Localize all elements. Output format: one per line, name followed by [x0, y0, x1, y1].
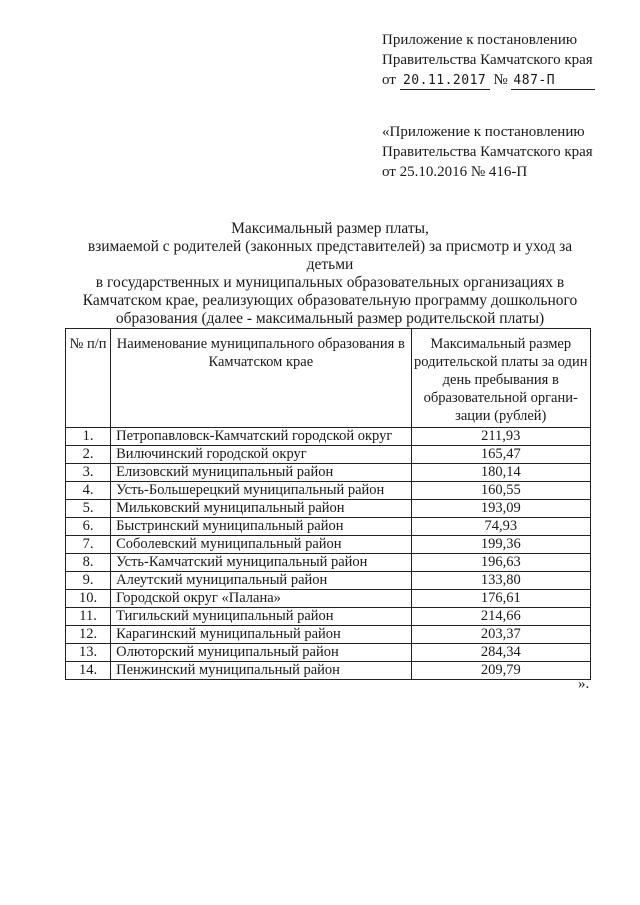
- appendix-line: Приложение к постановлению: [382, 32, 578, 48]
- table-row: [66, 518, 591, 536]
- row-number: 13.: [66, 644, 111, 662]
- table-row: [66, 644, 591, 662]
- appendix-line: от 25.10.2016 № 416-П: [382, 164, 528, 180]
- appendix-date-line: [382, 70, 632, 90]
- fee-value: 214,66: [411, 608, 591, 626]
- fee-value: 74,93: [411, 518, 591, 536]
- municipality-name: Мильковский муниципальный район: [111, 500, 411, 518]
- fee-value: 203,37: [411, 626, 591, 644]
- municipality-name: Тигильский муниципальный район: [111, 608, 411, 626]
- row-number: 8.: [66, 554, 111, 572]
- row-number: 4.: [66, 482, 111, 500]
- fee-value: 193,09: [411, 500, 591, 518]
- appendix-line: «Приложение к постановлению: [382, 124, 585, 140]
- table-row: [66, 626, 591, 644]
- table-row: [66, 554, 591, 572]
- fee-value: 180,14: [411, 464, 591, 482]
- from-label: от: [382, 72, 396, 88]
- header-municipality: Наименование муниципального образования в Камчатском крае: [111, 329, 411, 428]
- municipality-name: Карагинский муниципальный район: [111, 626, 411, 644]
- row-number: 7.: [66, 536, 111, 554]
- title-line: Камчатском крае, реализующих образовательную программу дошкольного: [82, 292, 578, 309]
- municipality-name: Усть-Камчатский муниципальный район: [111, 554, 411, 572]
- number-label: №: [493, 72, 508, 88]
- fee-value: 160,55: [411, 482, 591, 500]
- table-row: [66, 446, 591, 464]
- municipality-name: Усть-Большерецкий муниципальный район: [111, 482, 411, 500]
- fee-value: 165,47: [411, 446, 591, 464]
- appendix-line: Правительства Камчатского края: [382, 52, 593, 68]
- title-line: образования (далее - максимальный размер родительской платы): [115, 310, 545, 327]
- appendix-current-header: [382, 30, 632, 90]
- row-number: 14.: [66, 662, 111, 680]
- municipality-name: Елизовский муниципальный район: [111, 464, 411, 482]
- fee-value: 196,63: [411, 554, 591, 572]
- row-number: 12.: [66, 626, 111, 644]
- table-row: [66, 500, 591, 518]
- municipality-name: Городской округ «Палана»: [111, 590, 411, 608]
- row-number: 1.: [66, 428, 111, 446]
- municipality-name: Петропавловск-Камчатский городской округ: [111, 428, 411, 446]
- row-number: 11.: [66, 608, 111, 626]
- table-row: [66, 608, 591, 626]
- title-line: взимаемой с родителей (законных представителей) за присмотр и уход за детьми: [87, 238, 573, 273]
- table-header-row: [66, 329, 591, 428]
- row-number: 9.: [66, 572, 111, 590]
- table-row: [66, 572, 591, 590]
- document-title: [70, 220, 590, 328]
- table-row: [66, 590, 591, 608]
- municipality-name: Соболевский муниципальный район: [111, 536, 411, 554]
- fee-table: [65, 328, 591, 680]
- decree-number: 487-П: [511, 73, 595, 90]
- table-row: [66, 662, 591, 680]
- row-number: 2.: [66, 446, 111, 464]
- table-row: [66, 482, 591, 500]
- row-number: 5.: [66, 500, 111, 518]
- municipality-name: Алеутский муниципальный район: [111, 572, 411, 590]
- fee-value: 209,79: [411, 662, 591, 680]
- municipality-name: Олюторский муниципальный район: [111, 644, 411, 662]
- title-line: в государственных и муниципальных образовательных организациях в: [95, 274, 565, 291]
- appendix-previous-header: [382, 122, 632, 182]
- row-number: 6.: [66, 518, 111, 536]
- fee-value: 211,93: [411, 428, 591, 446]
- decree-date: 20.11.2017: [400, 73, 490, 90]
- fee-value: 176,61: [411, 590, 591, 608]
- fee-value: 284,34: [411, 644, 591, 662]
- row-number: 10.: [66, 590, 111, 608]
- table-row: [66, 428, 591, 446]
- closing-quote: ».: [578, 676, 590, 692]
- municipality-name: Пенжинский муниципальный район: [111, 662, 411, 680]
- row-number: 3.: [66, 464, 111, 482]
- title-line: Максимальный размер платы,: [231, 220, 429, 237]
- header-fee: Максимальный размер родительской платы за один день пребывания в образовательной органи-зации (рублей): [411, 329, 591, 428]
- fee-value: 199,36: [411, 536, 591, 554]
- municipality-name: Быстринский муниципальный район: [111, 518, 411, 536]
- table-row: [66, 536, 591, 554]
- municipality-name: Вилючинский городской округ: [111, 446, 411, 464]
- fee-value: 133,80: [411, 572, 591, 590]
- table-body: [66, 428, 591, 680]
- table-row: [66, 464, 591, 482]
- appendix-line: Правительства Камчатского края: [382, 144, 593, 160]
- header-number: № п/п: [66, 329, 111, 428]
